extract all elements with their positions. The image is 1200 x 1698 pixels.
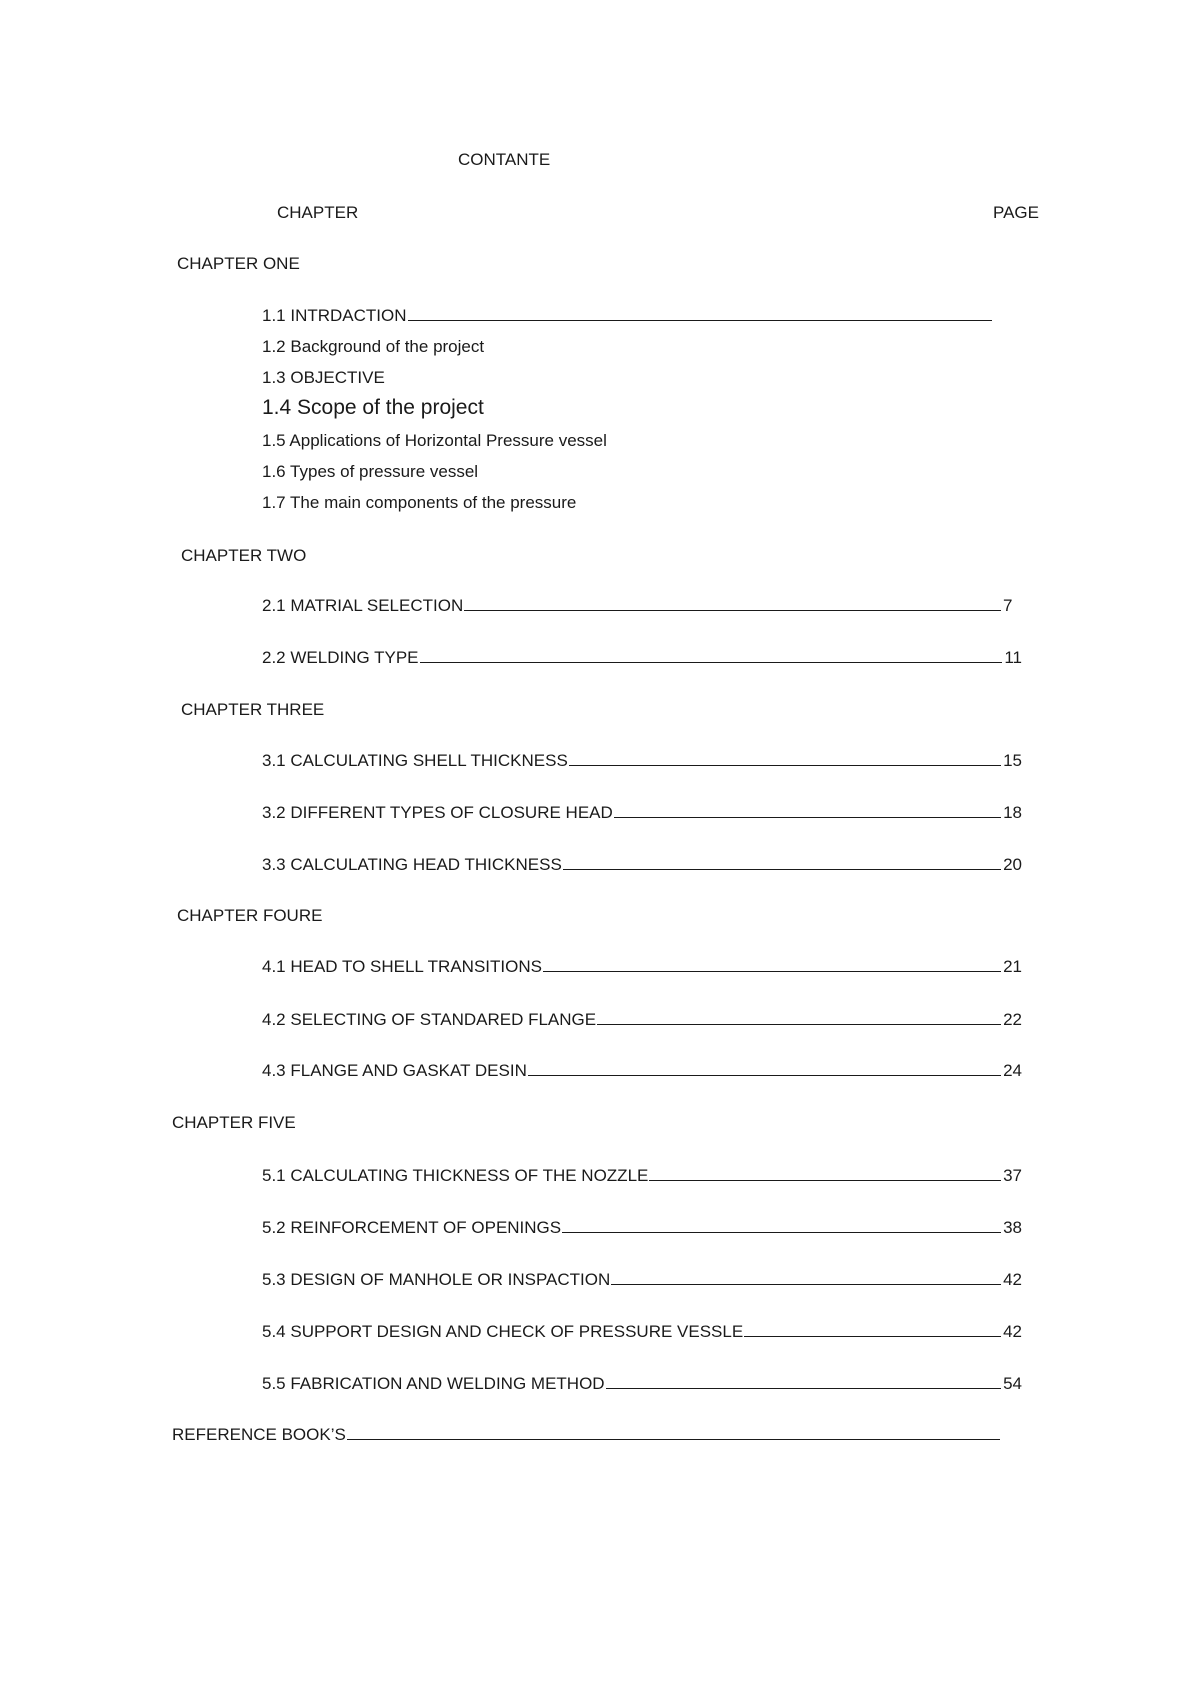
toc-entry-label: 4.1 HEAD TO SHELL TRANSITIONS: [262, 957, 542, 976]
dot-leader: [464, 610, 1001, 611]
toc-entry-page: 15: [1003, 751, 1022, 770]
toc-entry-label: 5.5 FABRICATION AND WELDING METHOD: [262, 1374, 605, 1393]
toc-entry-label: 4.2 SELECTING OF STANDARED FLANGE: [262, 1010, 597, 1029]
toc-entry-label: 1.6 Types of pressure vessel: [262, 462, 479, 481]
toc-entry-label: 5.1 CALCULATING THICKNESS OF THE NOZZLE: [262, 1166, 649, 1185]
chapter-heading-five: CHAPTER FIVE: [172, 1113, 296, 1132]
column-header-chapter: CHAPTER: [277, 203, 359, 222]
toc-entry-label: 1.5 Applications of Horizontal Pressure vessel: [262, 431, 607, 450]
toc-entry-label: 1.7 The main components of the pressure: [262, 493, 577, 512]
dot-leader: [420, 662, 1003, 663]
chapter-heading-three: CHAPTER THREE: [181, 700, 325, 719]
toc-entry: [262, 751, 1022, 771]
toc-entry-page: 22: [1003, 1010, 1022, 1029]
column-header-page: PAGE: [993, 203, 1039, 222]
toc-entry: [262, 306, 994, 326]
toc-entry-label: 1.3 OBJECTIVE: [262, 368, 385, 387]
dot-leader: [649, 1180, 1001, 1181]
dot-leader: [569, 765, 1001, 766]
chapter-heading-one: CHAPTER ONE: [177, 254, 300, 273]
toc-entry: [262, 1218, 1022, 1238]
toc-entry-page: 38: [1003, 1218, 1022, 1237]
toc-entry-label: 1.1 INTRDACTION: [262, 306, 407, 325]
document-title: CONTANTE: [458, 150, 551, 169]
toc-entry: [262, 648, 1022, 668]
toc-entry-page: 54: [1003, 1374, 1022, 1393]
toc-entry-page: 21: [1003, 957, 1022, 976]
dot-leader: [408, 320, 992, 321]
toc-entry: [262, 1061, 1022, 1081]
toc-entry-page: 18: [1003, 803, 1022, 822]
toc-entry: [262, 1270, 1022, 1290]
toc-entry-page: 7: [1003, 596, 1013, 615]
toc-entry-label: 4.3 FLANGE AND GASKAT DESIN: [262, 1061, 527, 1080]
dot-leader: [563, 869, 1001, 870]
toc-entry-label: 5.2 REINFORCEMENT OF OPENINGS: [262, 1218, 562, 1237]
toc-entry: [262, 1322, 1022, 1342]
toc-entry-page: 24: [1003, 1061, 1022, 1080]
toc-entry-label: 2.1 MATRIAL SELECTION: [262, 596, 464, 615]
dot-leader: [528, 1075, 1001, 1076]
dot-leader: [597, 1024, 1001, 1025]
toc-entry-label: 3.3 CALCULATING HEAD THICKNESS: [262, 855, 562, 874]
toc-entry: [262, 803, 1022, 823]
dot-leader: [347, 1439, 1000, 1440]
toc-entry-label: 5.3 DESIGN OF MANHOLE OR INSPACTION: [262, 1270, 611, 1289]
toc-entry-page: 20: [1003, 855, 1022, 874]
dot-leader: [611, 1284, 1001, 1285]
toc-entry-page: 42: [1003, 1322, 1022, 1341]
toc-entry-label: 5.4 SUPPORT DESIGN AND CHECK OF PRESSURE VESSLE: [262, 1322, 744, 1341]
dot-leader: [543, 971, 1001, 972]
reference-label: REFERENCE BOOK’S: [172, 1425, 346, 1444]
toc-entry: [262, 1374, 1022, 1394]
toc-entry: [262, 1010, 1022, 1030]
toc-entry-page: 42: [1003, 1270, 1022, 1289]
toc-entry: [262, 596, 1017, 616]
toc-entry-label: 1.4 Scope of the project: [262, 396, 484, 419]
toc-entry: [262, 957, 1022, 977]
dot-leader: [562, 1232, 1001, 1233]
reference-entry: [172, 1425, 1002, 1445]
toc-entry-label: 3.1 CALCULATING SHELL THICKNESS: [262, 751, 568, 770]
toc-entry-page: 37: [1003, 1166, 1022, 1185]
chapter-heading-two: CHAPTER TWO: [181, 546, 307, 565]
toc-entry: [262, 855, 1022, 875]
toc-entry-label: 3.2 DIFFERENT TYPES OF CLOSURE HEAD: [262, 803, 613, 822]
toc-entry-label: 2.2 WELDING TYPE: [262, 648, 419, 667]
dot-leader: [606, 1388, 1002, 1389]
chapter-heading-four: CHAPTER FOURE: [177, 906, 323, 925]
toc-entry-page: 11: [1004, 648, 1022, 667]
dot-leader: [744, 1336, 1001, 1337]
dot-leader: [614, 817, 1001, 818]
toc-entry: [262, 1166, 1022, 1186]
toc-entry-label: 1.2 Background of the project: [262, 337, 485, 356]
